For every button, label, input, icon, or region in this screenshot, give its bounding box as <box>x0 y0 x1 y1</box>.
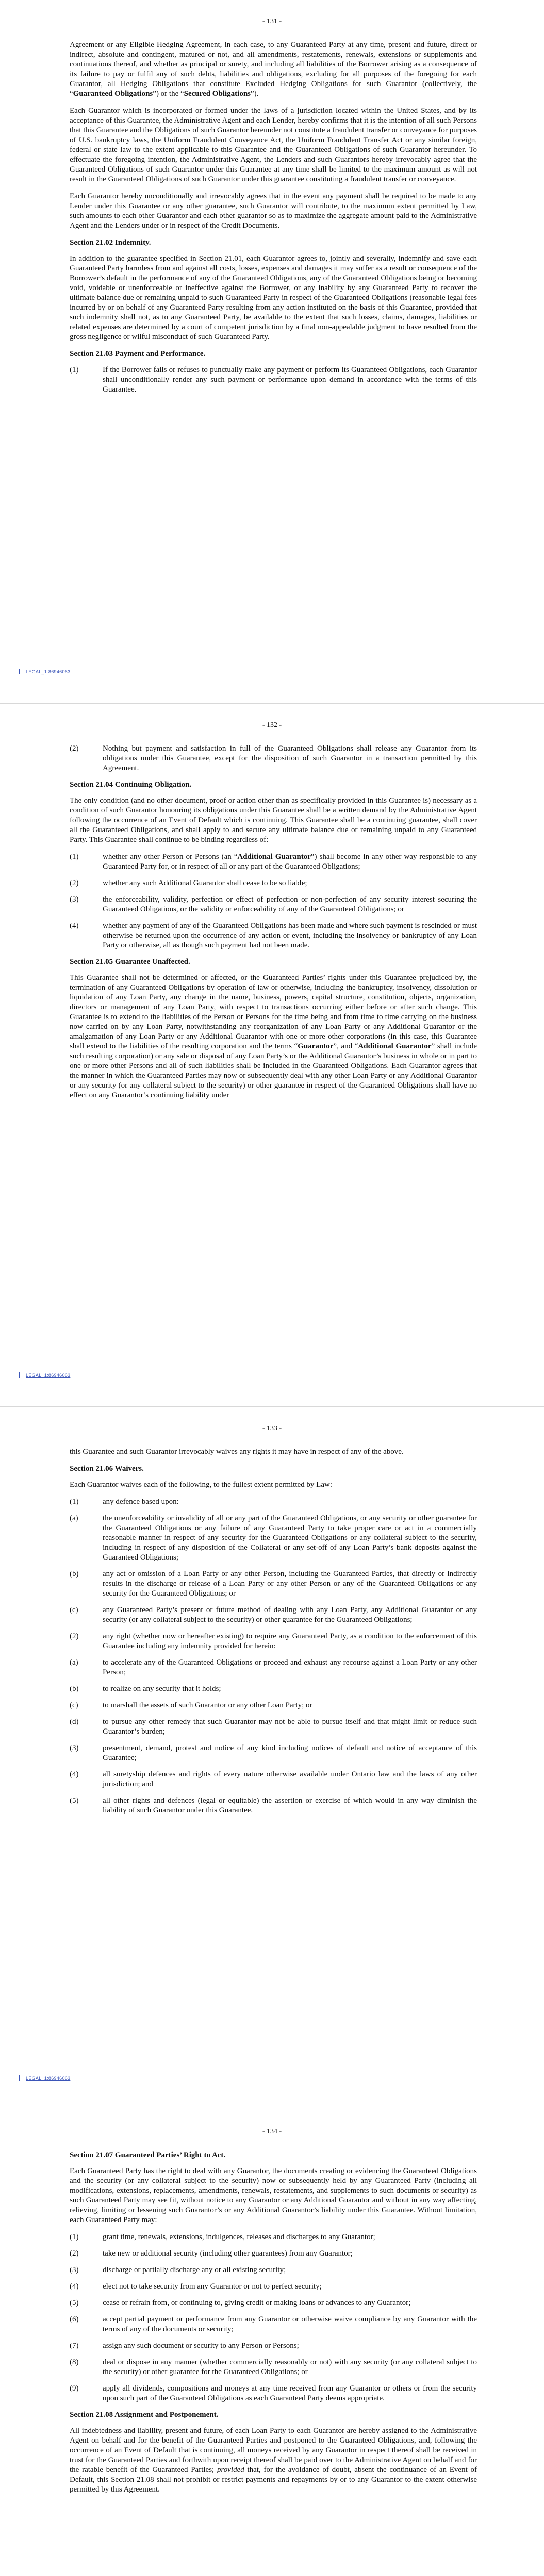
defined-term: Guarantor <box>298 1042 334 1050</box>
page-132 <box>0 703 544 1406</box>
margin-marker <box>19 1372 20 1378</box>
paragraph: this Guarantee and such Guarantor irrevocably waives any rights it may have in respect of any of the above. <box>70 1448 404 1456</box>
defined-term: Additional Guarantor <box>358 1042 432 1050</box>
defined-term: Secured Obligations <box>184 90 251 98</box>
page-134 <box>0 2110 544 2576</box>
section-heading: Section 21.05 Guarantee Unaffected. <box>70 958 190 966</box>
list-item: (4) all suretyship defences and rights of every nature otherwise available under Ontario law and the laws of any other jurisdiction; and <box>70 1770 477 1788</box>
defined-term: Guaranteed Obligations <box>73 90 153 98</box>
section-heading: Section 21.02 Indemnity. <box>70 239 151 247</box>
list-item: (1) grant time, renewals, extensions, indulgences, releases and discharges to any Guarantor; <box>70 2233 375 2241</box>
section-heading: Section 21.03 Payment and Performance. <box>70 350 206 358</box>
list-item: (3) the enforceability, validity, perfection or effect of perfection or non-perfection of any security interest securing the Guaranteed Obligations, or the validity or enforceability of any of the Guaranteed Obligations; or <box>70 895 477 913</box>
emphasis: provided <box>217 2466 244 2474</box>
paragraph: Each Guarantor which is incorporated or formed under the laws of a jurisdiction located within the United States, and by its acceptance of this Guarantee, the Administrative Agent and each Lender, hereby confirms that it is the intention of all such Persons that this Guarantee and the Obligations of such Guarantor hereunder not constitute a fraudulent transfer or conveyance for purposes of U.S. bankruptcy laws, the Uniform Fraudulent Conveyance Act, the Uniform Fraudulent Transfer Act or any similar foreign, federal or state law to the extent applicable to this Guarantee and the Guaranteed Obligations of such Guarantor hereunder. To effectuate the foregoing intention, the Administrative Agent, the Lenders and such Guarantors hereby irrevocably agree that the Guaranteed Obligations of such Guarantor under this Guarantee at any time shall be limited to the maximum amount as will not result in the Guaranteed Obligations of such Guarantor under this guarantee constituting a fraudulent transfer or conveyance. <box>70 107 477 183</box>
list-item: (a) the unenforceability or invalidity of all or any part of the Guaranteed Obligations, or any security or other guarantee for the Guaranteed Obligations or any failure of any Guaranteed Party to take proper care or act in a commercially reasonable manner in respect of any security for the Guaranteed Obligations or any collateral subject to the security, including in respect of any disposition of the Collateral or any set-off of any Loan Party’s bank deposits against the Guaranteed Obligations; <box>70 1514 477 1562</box>
defined-term: Additional Guarantor <box>237 853 311 861</box>
list-item: (c) to marshall the assets of such Guarantor or any other Loan Party; or <box>70 1701 312 1709</box>
list-item: (3) discharge or partially discharge any or all existing security; <box>70 2266 286 2274</box>
paragraph: In addition to the guarantee specified in Section 21.01, each Guarantor agrees to, jointly and severally, indemnify and save each Guaranteed Party harmless from and against all costs, losses, expenses and damages it may suffer as a result or consequence of the Borrower’s default in the performance of any of the Guaranteed Obligations, any of the Guaranteed Obligations being or becoming void, voidable or unenforceable or ineffective against the Borrower, or any inability by any Guaranteed Party to recover the ultimate balance due or remaining unpaid to such Guaranteed Party in respect of the Guaranteed Obligations (reasonable legal fees incurred by or on behalf of any Guaranteed Party resulting from any action instituted on the basis of this Guarantee, provided that such indemnity shall not, as to any Guaranteed Party, be available to the extent that such losses, claims, damages, liabilities or related expenses are determined by a court of competent jurisdiction by a final non-appealable judgment to have resulted from the gross negligence or wilful misconduct of such Guaranteed Party. <box>70 255 477 341</box>
list-item: (b) any act or omission of a Loan Party or any other Person, including the Guaranteed Parties, that directly or indirectly results in the discharge or release of a Loan Party or any other Person or any of the Guaranteed Obligations or any security for the Guaranteed Obligations; or <box>70 1570 477 1598</box>
page-body <box>70 1447 477 1822</box>
paragraph: The only condition (and no other document, proof or action other than as specifically provided in this Guarantee is) necessary as a condition of such Guarantor honouring its obligations under this Guarantee shall be a written demand by the Administrative Agent following the occurrence of an Event of Default which is continuing. This Guarantee shall be a continuing guarantee, shall cover all the Guaranteed Obligations, and shall apply to and secure any ultimate balance due or remaining unpaid to any Guaranteed Party. This Guarantee shall continue to be binding regardless of: <box>70 796 477 844</box>
paragraph: All indebtedness and liability, present and future, of each Loan Party to each Guarantor are hereby assigned to the Administrative Agent on behalf and for the benefit of the Guaranteed Parties and postponed to the Guaranteed Obligations, and, following the occurrence of an Event of Default that is continuing, all moneys received by any Guarantor in respect thereof shall be received in trust for the Guaranteed Parties and forthwith upon receipt thereof shall be paid over to the Administrative Agent on behalf and for the ratable benefit of the Guaranteed Parties; provided that, for the avoidance of doubt, absent the continuance of an Event of Default, this Section 21.08 shall not prohibit or restrict payments and repayments by or to any Guarantor to the extent otherwise permitted by this Agreement. <box>70 2427 477 2494</box>
section-heading: Section 21.07 Guaranteed Parties’ Right to Act. <box>70 2151 226 2159</box>
page-body <box>70 40 477 401</box>
document-reference-link[interactable]: LEGAL_1:86946063 <box>26 1372 71 1378</box>
margin-marker <box>19 2075 20 2081</box>
list-item: (9) apply all dividends, compositions and moneys at any time received from any Guarantor or others or from the security upon such part of the Guaranteed Obligations as each Guaranteed Party deems appropriate. <box>70 2384 477 2402</box>
page-number: - 133 - <box>262 1425 282 1432</box>
list-item: (6) accept partial payment or performance from any Guarantor or otherwise waive compliance by any Guarantor with the terms of any of the documents or security; <box>70 2315 477 2333</box>
paragraph: Each Guaranteed Party has the right to deal with any Guarantor, the documents creating or evidencing the Guaranteed Obligations and the security (or any collateral subject to the security) now or subsequently held by any Guaranteed Party (including all modifications, extensions, replacements, amendments, renewals, restatements, and supplements to such documents or security) as such Guaranteed Party may see fit, without notice to any Guarantor or any Additional Guarantor and without in any way affecting, relieving, limiting or lessening such Guarantor’s or any Additional Guarantor’s liability under this Guarantee. Without limitation, each Guaranteed Party may: <box>70 2167 477 2224</box>
list-item: (8) deal or dispose in any manner (whether commercially reasonably or not) with any security (or any collateral subject to the security) or other guarantee for the Guaranteed Obligations; or <box>70 2358 477 2376</box>
section-heading: Section 21.08 Assignment and Postponement. <box>70 2411 219 2419</box>
list-item: (c) any Guaranteed Party’s present or future method of dealing with any Loan Party, any Additional Guarantor or any security (or any collateral subject to the security) or other guarantee for the Guaranteed Obligations; <box>70 1606 477 1624</box>
list-item: (3) presentment, demand, protest and notice of any kind including notices of default and notice of acceptance of this Guarantee; <box>70 1744 477 1762</box>
margin-marker <box>19 669 20 674</box>
section-heading: Section 21.04 Continuing Obligation. <box>70 781 192 789</box>
list-item: (2) whether any such Additional Guarantor shall cease to be so liable; <box>70 879 307 887</box>
list-item: (1) any defence based upon: <box>70 1498 179 1506</box>
list-item: (1) If the Borrower fails or refuses to punctually make any payment or perform its Guaranteed Obligations, each Guarantor shall unconditionally render any such payment or performance upon demand in accordance with the terms of this Guarantee. <box>70 366 477 394</box>
page-number: - 134 - <box>262 2128 282 2136</box>
page-131 <box>0 0 544 703</box>
list-item: (2) Nothing but payment and satisfaction in full of the Guaranteed Obligations shall release any Guarantor from its obligations under this Guarantee, except for the disposition of such Guarantor in a transaction permitted by this Agreement. <box>70 744 477 772</box>
page-number: - 131 - <box>262 18 282 25</box>
document-reference-link[interactable]: LEGAL_1:86946063 <box>26 669 71 674</box>
list-item: (a) to accelerate any of the Guaranteed Obligations or proceed and exhaust any recourse against a Loan Party or any other Person; <box>70 1658 477 1676</box>
paragraph: This Guarantee shall not be determined or affected, or the Guaranteed Parties’ rights under this Guarantee prejudiced by, the termination of any Guaranteed Obligations by operation of law or otherwise, including the bankruptcy, insolvency, dissolution or liquidation of any Loan Party, any change in the name, business, powers, capital structure, constitution, objects, organization, directors or management of any Loan Party, with respect to transactions occurring either before or after such change. This Guarantee is to extend to the liabilities of the Person or Persons for the time being and from time to time carrying on the business now carried on by any Loan Party, notwithstanding any reorganization of any Loan Party or any Additional Guarantor or the amalgamation of any Loan Party or any Additional Guarantor with one or more other corporations (in this case, this Guarantee shall extend to the liabilities of the resulting corporation and the terms “Guarantor”, and “Additional Guarantor” shall include such resulting corporation) or any sale or disposal of any Loan Party’s or the Additional Guarantor’s business in whole or in part to one or more other Persons and all of such liabilities shall be included in the Guaranteed Obligations. Each Guarantor agrees that the manner in which the Guaranteed Parties may now or subsequently deal with any other Loan Party or any Additional Guarantor or any security (or any collateral subject to the security) or other guarantee in respect of the Guaranteed Obligations shall have no effect on any Guarantor’s continuing liability under <box>70 974 477 1099</box>
page-number: - 132 - <box>262 721 282 729</box>
document-reference-link[interactable]: LEGAL_1:86946063 <box>26 2075 71 2081</box>
list-item: (2) any right (whether now or hereafter existing) to require any Guaranteed Party, as a condition to the enforcement of this Guarantee including any indemnity provided for herein: <box>70 1632 477 1650</box>
section-heading: Section 21.06 Waivers. <box>70 1465 144 1473</box>
list-item: (5) all other rights and defences (legal or equitable) the assertion or exercise of which would in any way diminish the liability of such Guarantor under this Guarantee. <box>70 1797 477 1815</box>
document-footer <box>19 1372 70 1378</box>
list-item: (4) elect not to take security from any Guarantor or not to perfect security; <box>70 2282 322 2291</box>
page-133 <box>0 1406 544 2110</box>
list-item: (5) cease or refrain from, or continuing to, giving credit or making loans or advances to any Guarantor; <box>70 2299 411 2307</box>
paragraph: Agreement or any Eligible Hedging Agreement, in each case, to any Guaranteed Party at any time, present and future, direct or indirect, absolute and contingent, matured or not, and all amendments, restatements, renewals, extensions or supplements and continuations thereof, and whether as principal or surety, and including all liabilities of the Borrower arising as a consequence of its failure to pay or fulfil any of such debts, liabilities and obligations, excluding for all purposes of the foregoing for each Guarantor, all Hedging Obligations that constitute Excluded Hedging Obligations for such Guarantor (collectively, the “Guaranteed Obligations”) or the “Secured Obligations”). <box>70 41 477 98</box>
document-footer <box>19 2075 70 2081</box>
list-item: (7) assign any such document or security to any Person or Persons; <box>70 2342 299 2350</box>
list-item: (d) to pursue any other remedy that such Guarantor may not be able to pursue itself and that might limit or reduce such Guarantor’s burden; <box>70 1718 477 1736</box>
page-body <box>70 744 477 1108</box>
list-item: (b) to realize on any security that it holds; <box>70 1685 221 1693</box>
page-body <box>70 2150 477 2502</box>
list-item: (1) whether any other Person or Persons (an “Additional Guarantor”) shall become in any other way responsible to any Guaranteed Party for, or in respect of all or any part of the Guaranteed Obligations; <box>70 853 477 871</box>
list-item: (2) take new or additional security (including other guarantees) from any Guarantor; <box>70 2249 353 2258</box>
list-item: (4) whether any payment of any of the Guaranteed Obligations has been made and where such payment is rescinded or must otherwise be returned upon the occurrence of any action or event, including the insolvency or bankruptcy of any Loan Party or otherwise, all as though such payment had not been made. <box>70 922 477 950</box>
paragraph: Each Guarantor hereby unconditionally and irrevocably agrees that in the event any payment shall be required to be made to any Lender under this Guarantee or any other guarantee, such Guarantor will contribute, to the maximum extent permitted by Law, such amounts to each other Guarantor and each other guarantor so as to maximize the aggregate amount paid to the Administrative Agent and the Lenders under or in respect of the Credit Documents. <box>70 192 477 230</box>
paragraph: Each Guarantor waives each of the following, to the fullest extent permitted by Law: <box>70 1481 332 1489</box>
document-footer <box>19 669 70 674</box>
